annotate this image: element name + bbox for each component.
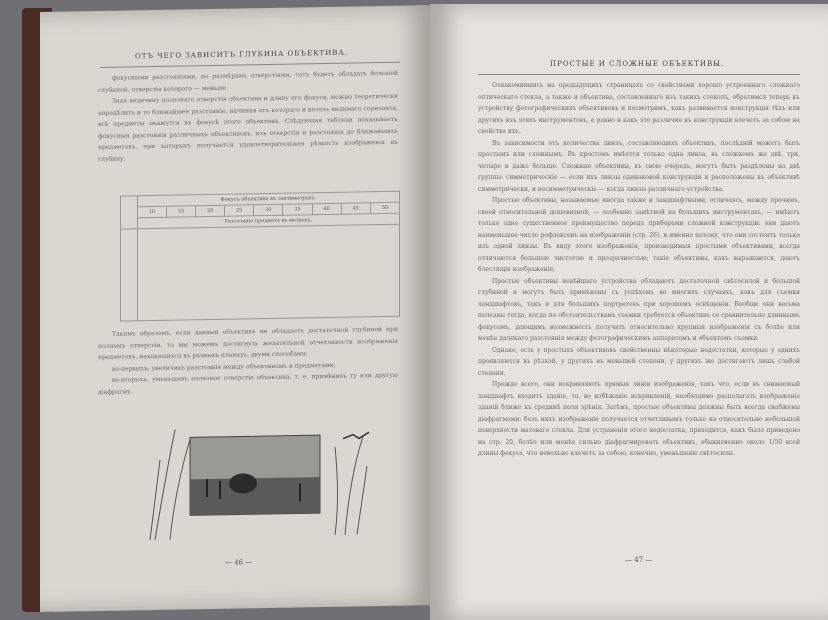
focal-length-cell: 10	[137, 206, 166, 218]
left-header-rule	[100, 62, 400, 68]
table-body	[121, 224, 400, 321]
left-page-number: — 46 —	[225, 558, 253, 567]
right-paragraph: Прежде всего, они искривляютъ прямыя линіи изображенія, такъ что, если въ снимаемый ландшафтъ входитъ зданіе, то, во избѣжаніе искривленій, необходимо располагать изображеніе зданій ближе къ срединѣ поля зрѣнія. Затѣмъ, простые объективы должны быть всегда снабжены діафрагмами: безъ нихъ изображеніе получается отчетливымъ только на относительно небольшой поверхности матоваго стекла. Для устраненія этого недостатка, приходится, какъ было приведено на стр. 20, болѣе или менѣе сильно діафрагмировать объективъ, обыкновенно около 1/50 всей длины фокуса, что невольно влечетъ за собою, конечно, уменьшеніе свѣтосилы.	[478, 381, 800, 457]
focal-length-cell: 20	[196, 205, 225, 217]
left-paragraph: Зная величину полезнаго отверстія объектива и длину его фокуса, можно теоретически опредѣлить и то ближайшее разстояніе, начиная отъ котораго и вплоть видимаго горизонта, всѣ предметы окажутся въ фокусѣ этого объектива. Слѣдующая таблица показываетъ фокусныя разстоянія различныхъ объективовъ, изъ отверстія и разстоянія до ближайшихъ предметовъ, при которыхъ получается удовлетворительная рѣзкость изображенія въ глубину.	[98, 92, 398, 163]
right-paragraph: Однако, есть у простыхъ объективовъ свойственны нѣкоторые недостатки, которые у однихъ проявляются въ рѣзкой, у другихъ въ меньшей степени, у другихъ же достигаютъ лишь слабой степени.	[478, 346, 800, 377]
focal-length-cell: 40	[312, 203, 341, 215]
table-subheader: Разстояніе предмета въ метрахъ.	[137, 213, 399, 229]
table-corner-header	[121, 196, 138, 229]
right-paragraph: Простые объективы новѣйшаго устройства обладаютъ достаточной свѣтосилой и большой глубиной и могутъ быть примѣнены съ успѣхомъ во многихъ случаяхъ, какъ для съемки ландшафтовъ, такъ и для большихъ портретовъ при хорошемъ освѣщеніи. Вообще они весьма полезны тогда, когда по обстоятельствамъ съемки требуется объективъ со сравнительно длиннымъ фокусомъ, дающимъ возможность получить относительно крупныя изображенія съ болѣе или менѣе далекаго разстоянія между фотографическимъ аппаратомъ и объектомъ съемки.	[478, 277, 800, 342]
right-header-rule	[478, 74, 800, 75]
right-paragraph: Ознакомившись на предыдущихъ страницахъ со свойствами хорошо устроеннаго сложнаго оптическаго стекла, а также и объектива, составленнаго изъ такихъ стеколъ, обратимся теперь къ устройству фотографическихъ объективовъ и посмотримъ, какъ развивается конструкція тѣхъ или другихъ изъ этихъ инструментовъ, а равно и какъ это различие въ конструкціи влечетъ за собою на свойства ихъ.	[478, 82, 800, 135]
left-running-head: ОТЪ ЧЕГО ЗАВИСИТЪ ГЛУБИНА ОБЪЕКТИВА.	[135, 48, 348, 61]
focal-length-cell: 25	[225, 205, 254, 217]
right-paragraph: Простые объективы, называемые иногда также и ландшафтными, отличаясь, между прочимъ, своей относительной дешевизной, — особенно замѣтной на большихъ инструментахъ, — имѣютъ только одно существенное преимущество передъ приборами сложной конструкціи: они даютъ наименьшее число рефлексовъ на изображеніи (стр. 26), и именно потому, что они состоятъ только изъ одной линзы. Въ виду этого изображенія, производимыя простыми объективами, всегда отличаются большею чистотою и прозрачностью; такіе объективы, какъ выражаются, даютъ блестящія изображенія.	[478, 197, 800, 273]
left-page	[40, 5, 432, 612]
focal-length-cell: 15	[166, 206, 195, 218]
list-item: во-первыхъ, увеличивъ разстояніе между объективомъ и предметами;	[112, 361, 336, 373]
table-header: Фокусъ объектива въ сантиметрахъ.	[137, 191, 399, 207]
table-cell	[121, 229, 138, 321]
landscape-illustration	[135, 416, 385, 550]
right-running-head: ПРОСТЫЕ И СЛОЖНЫЕ ОБЪЕКТИВЫ.	[550, 60, 725, 68]
left-paragraph: фокусными разстояніями, по размѣрамъ отверстіями, тотъ будетъ обладать большей глубиной, отверстія которого — меньше.	[98, 69, 398, 94]
left-text-bottom	[98, 324, 398, 398]
focal-length-cell: 30	[254, 204, 283, 216]
left-paragraph: Такимъ образомъ, если данный объективъ не обладаетъ достаточной глубиной при полномъ отверстіи, то мы можемъ достигнуть желательной отчетливости изображенія предметовъ, находящихся въ разныхъ планахъ, двумя способами:	[98, 325, 398, 361]
focal-length-cell: 35	[283, 204, 312, 216]
table-cell	[137, 224, 399, 321]
left-text-top	[98, 68, 398, 165]
right-page	[430, 4, 828, 620]
right-page-number: — 47 —	[625, 556, 653, 564]
list-item: во-вторыхъ, уменьшивъ полезное отверстіе объектива, т. е. примѣнивъ ту или другую діафрагму.	[98, 371, 398, 396]
focal-length-cell: 45	[341, 203, 370, 215]
right-text	[478, 80, 800, 460]
focal-length-table	[120, 191, 400, 322]
right-paragraph: Въ зависимости отъ количества линзъ, составляющихъ объективъ, послѣдній можетъ быть простымъ или сложнымъ. Въ простомъ имѣется только одна линза, въ сложномъ же двѣ, три, четыре и даже больше. Сложные объективы, въ свою очередь, могутъ быть раздѣлены на двѣ группы: симметрическіе — если ихъ линзы одинаковой конструкціи и расположены въ объективѣ симметрически, и несимметрическіе — когда линзы различнаго устройства.	[478, 139, 800, 193]
focal-length-cell: 50	[370, 202, 399, 214]
